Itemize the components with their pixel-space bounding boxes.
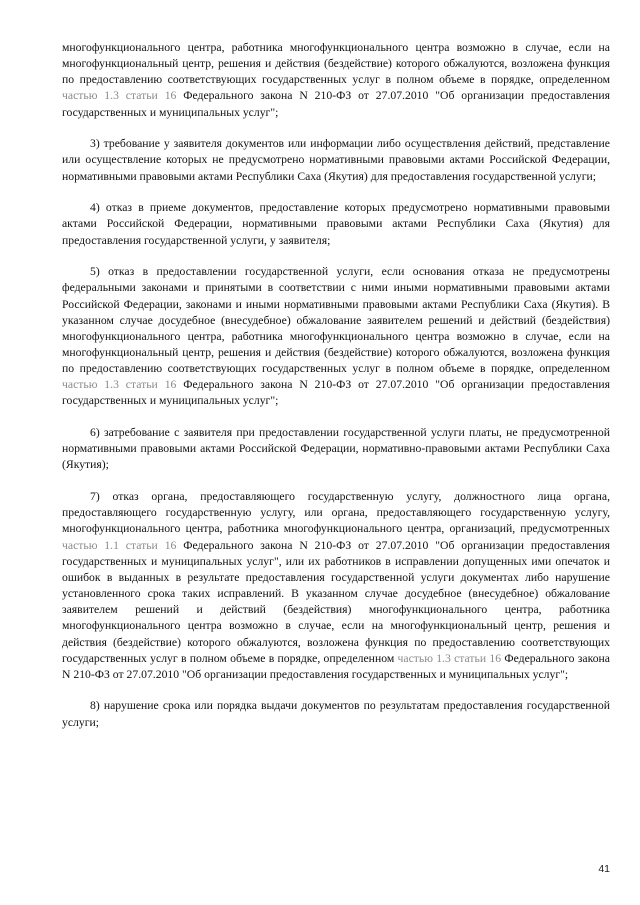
law-reference-link[interactable]: частью 1.1 статьи 16 bbox=[62, 538, 177, 552]
document-body bbox=[62, 40, 610, 731]
paragraph bbox=[62, 200, 610, 248]
paragraph bbox=[62, 698, 610, 730]
paragraph-text: Федерального закона N 210-ФЗ от 27.07.2010 "Об организации предоставления государственных и муниципальных услуг"; bbox=[62, 378, 611, 408]
page-number: 41 bbox=[598, 863, 610, 875]
law-reference-link[interactable]: частью 1.3 статьи 16 bbox=[397, 651, 502, 665]
paragraph-text: 6) затребование с заявителя при предоставлении государственной услуги платы, не предусмотренной нормативными правовыми актами Российской Федерации, нормативно-правовыми актами Республики Саха (Якутия); bbox=[62, 426, 610, 472]
law-reference-link[interactable]: частью 1.3 статьи 16 bbox=[62, 378, 177, 392]
paragraph-text: Федерального закона N 210-ФЗ от 27.07.2010 "Об организации предоставления государственных и муниципальных услуг", или их работников в исправлении допущенных ими опечаток и ошибок в выданных в результате предоставления государственной услуги документах либо нарушение установленного срока таких исправлений. В указанном случае досудебное (внесудебное) обжалование заявителем решений и действий (бездействия) многофункционального центра, работника многофункционального центра возможно в случае, если на многофункциональный центр, решения и действия (бездействие) которого обжалуются, возложена функция по предоставлению соответствующих государственных услуг в полном объеме в порядке, определенном bbox=[62, 538, 611, 665]
paragraph-text: 3) требование у заявителя документов или информации либо осуществления действий, представление или осуществление которых не предусмотрено нормативными правовыми актами Российской Федерации, нормативными правовыми актами Республики Саха (Якутия) для предоставления государственной услуги; bbox=[62, 137, 610, 183]
paragraph bbox=[62, 136, 610, 184]
paragraph-text: Федерального закона N 210-ФЗ от 27.07.2010 "Об организации предоставления государственных и муниципальных услуг"; bbox=[62, 651, 610, 681]
paragraph-text: Федерального закона N 210-ФЗ от 27.07.2010 "Об организации предоставления государственных и муниципальных услуг"; bbox=[62, 89, 611, 119]
law-reference-link[interactable]: частью 1.3 статьи 16 bbox=[62, 89, 177, 103]
paragraph-text: 8) нарушение срока или порядка выдачи документов по результатам предоставления государственной услуги; bbox=[62, 699, 610, 729]
paragraph bbox=[62, 425, 610, 473]
paragraph-text: многофункционального центра, работника многофункционального центра возможно в случае, если на многофункциональный центр, решения и действия (бездействие) которого обжалуются, возложена функция по предоставлению соответствующих государственных услуг в полном объеме в порядке, определенном bbox=[62, 41, 610, 87]
paragraph bbox=[62, 40, 610, 121]
paragraph bbox=[62, 264, 610, 409]
paragraph-text: 5) отказ в предоставлении государственной услуги, если основания отказа не предусмотрены федеральными законами и принятыми в соответствии с ними иными нормативными правовыми актами Российской Федерации, законами и иными нормативными правовыми актами Республики Саха (Якутия). В указанном случае досудебное (внесудебное) обжалование заявителем решений и действий (бездействия) многофункционального центра, работника многофункционального центра возможно в случае, если на многофункциональный центр, решения и действия (бездействие) которого обжалуются, возложена функция по предоставлению соответствующих государственных услуг в полном объеме в порядке, определенном bbox=[62, 265, 610, 376]
paragraph-text: 7) отказ органа, предоставляющего государственную услугу, должностного лица органа, предоставляющего государственную услугу, или органа, предоставляющего государственную услугу, многофункционального центра, работника многофункционального центра, организаций, предусмотренных bbox=[62, 490, 610, 536]
paragraph bbox=[62, 489, 610, 683]
paragraph-text: 4) отказ в приеме документов, предоставление которых предусмотрено нормативными правовыми актами Российской Федерации, нормативными правовыми актами Республики Саха (Якутия) для предоставления государственной услуги, у заявителя; bbox=[62, 201, 610, 247]
